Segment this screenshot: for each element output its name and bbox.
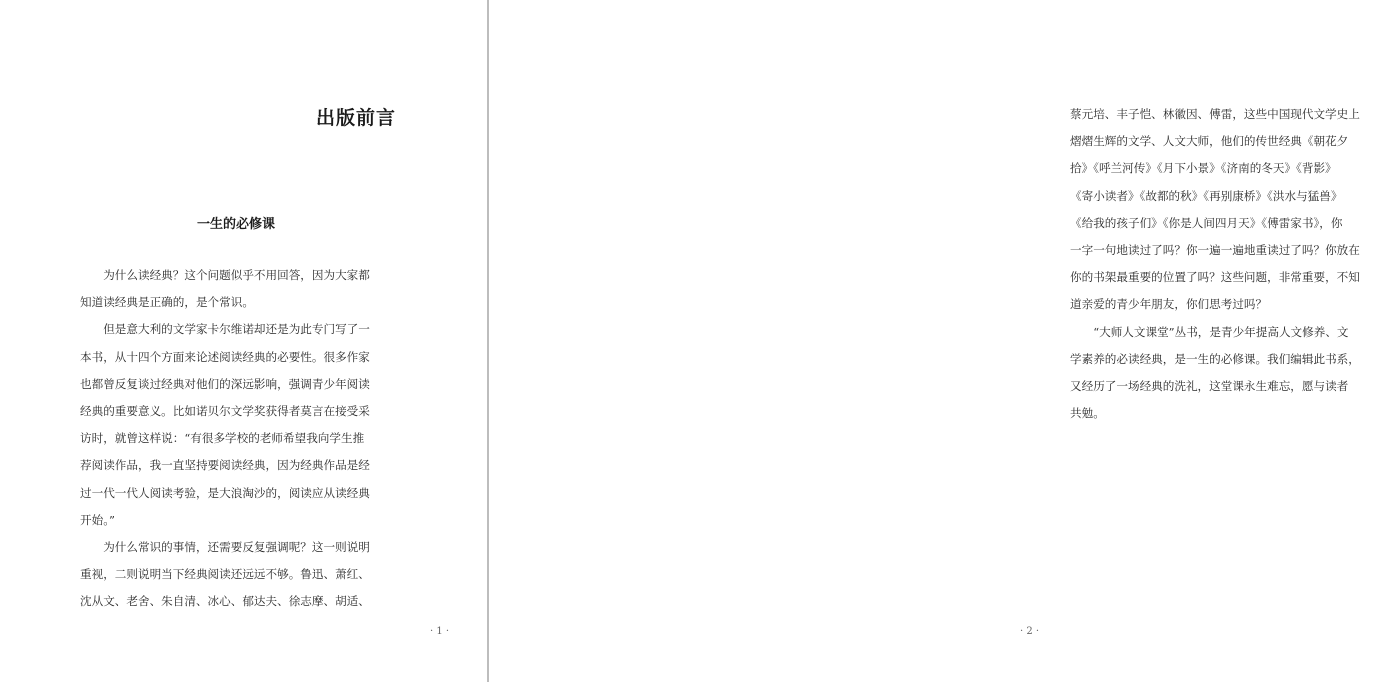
right-paragraph-1: 蔡元培、丰子恺、林徽因、傅雷，这些中国现代文学史上 熠熠生辉的文学、人文大师，他们的传世经典《朝花夕 拾》《呼兰河传》《月下小景》《济南的冬天》《背影》 《寄小读者》《故都的秋》《再别康桥》《洪水与猛兽》 《给我的孩子们》《你是人间四月天》《傅雷家书》，你 一字一句地读过了吗？你一遍一遍地重读过了吗？你放在 你的书架最重要的位置了吗？这些问题，非常重要，不知 道亲爱的青少年朋友，你们思考过吗？ — [1070, 107, 1360, 312]
left-paragraph-2: 但是意大利的文学家卡尔维诺却还是为此专门写了一 本书，从十四个方面来论述阅读经典的必要性。很多作家 也都曾反复谈过经典对他们的深远影响，强调青少年阅读 经典的重要意义。比如诺贝尔文学奖获得者莫言在接受采 访时，就曾这样说：“有很多学校的老师希望我向学生推 荐阅读作品，我一直坚持要阅读经典，因为经典作品是经 过一代一代人阅读考验，是大浪淘沙的，阅读应从读经典 开始。” — [80, 322, 370, 527]
section-subtitle: 一生的必修课 — [197, 217, 276, 232]
left-paragraph-1: 为什么读经典？这个问题似乎不用回答，因为大家都 知道读经典是正确的，是个常识。 — [80, 268, 370, 310]
right-paragraph-2: “大师人文课堂”丛书，是青少年提高人文修养、文 学素养的必读经典，是一生的必修课。我们编辑此书系， 又经历了一场经典的洗礼，这堂课永生难忘，愿与读者 共勉。 — [1070, 324, 1360, 421]
right-page — [490, 0, 1360, 682]
page-title: 出版前言 — [316, 107, 397, 129]
left-paragraph-3: 为什么常识的事情，还需要反复强调呢？这一则说明 重视，二则说明当下经典阅读还远远不够。鲁迅、萧红、 沈从文、老舍、朱自清、冰心、郁达夫、徐志摩、胡适、 — [80, 540, 370, 609]
page-number-2: · 2 · — [1020, 626, 1040, 637]
page-number-1: · 1 · — [430, 626, 450, 637]
right-page-body — [1070, 101, 1388, 427]
book-gutter-divider — [487, 0, 489, 682]
left-page — [0, 0, 488, 682]
left-page-body — [80, 262, 398, 616]
